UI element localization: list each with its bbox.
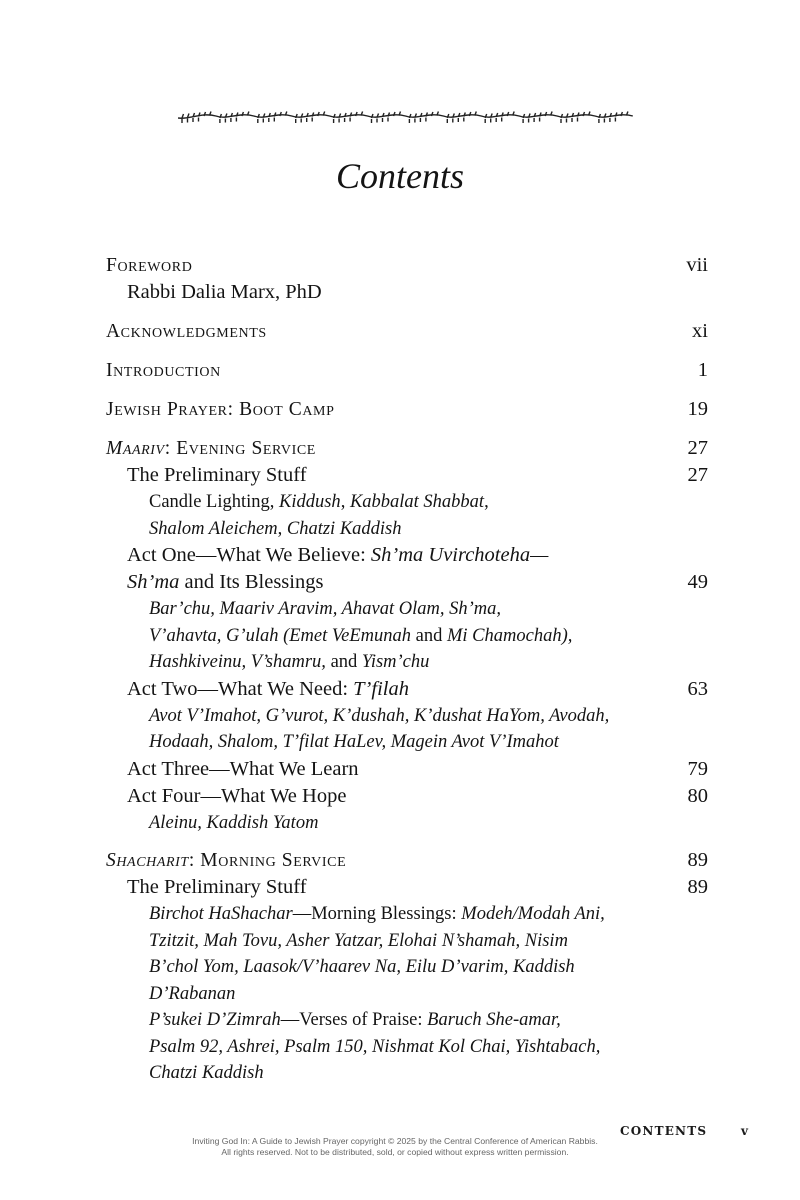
toc-page-number: 49	[687, 571, 708, 593]
toc-page-number: 27	[687, 464, 708, 486]
toc-entry-label: Jewish Prayer: Boot Camp	[106, 399, 335, 420]
toc-subentry: Hashkiveinu, V’shamru, and Yism’chu	[149, 652, 430, 672]
toc-entry-author	[106, 279, 708, 306]
toc-entry-foreword[interactable]	[106, 252, 708, 279]
toc-entry-boot-camp[interactable]	[106, 396, 708, 423]
toc-subentry: Bar’chu, Maariv Aravim, Ahavat Olam, Sh’ma,	[149, 599, 501, 619]
toc-subentry: P’sukei D’Zimrah—Verses of Praise: Baruch She-amar,	[149, 1010, 561, 1030]
toc-subentry: V’ahavta, G’ulah (Emet VeEmunah and Mi Chamochah),	[149, 625, 573, 646]
toc-subentry: Tzitzit, Mah Tovu, Asher Yatzar, Elohai N’shamah, Nisim	[149, 930, 568, 951]
toc-page-number: 19	[687, 398, 708, 420]
toc-entry-act-four[interactable]: Act Four—What We Hope 80	[106, 783, 708, 810]
toc-subentry: Aleinu, Kaddish Yatom	[149, 812, 319, 833]
toc-subentry: Shalom Aleichem, Chatzi Kaddish	[149, 518, 402, 539]
toc-entry-label: Foreword	[106, 255, 193, 276]
toc-entry-act-one-cont[interactable]: Sh’ma and Its Blessings 49	[106, 569, 708, 596]
toc-entry-acknowledgments[interactable]	[106, 318, 708, 345]
toc-entry-label: Maariv: Evening Service	[106, 438, 316, 459]
running-head: CONTENTS	[620, 1124, 708, 1138]
toc-page-number: 27	[687, 437, 708, 459]
table-of-contents	[106, 252, 708, 1087]
toc-entry-label: Introduction	[106, 360, 221, 381]
toc-entry-act-three[interactable]: Act Three—What We Learn 79	[106, 756, 708, 783]
toc-entry-label: Acknowledgments	[106, 321, 267, 342]
toc-author: Rabbi Dalia Marx, PhD	[127, 281, 322, 303]
toc-entry-label: The Preliminary Stuff	[127, 464, 307, 486]
toc-page-number: 80	[687, 784, 708, 807]
toc-page-number: xi	[692, 320, 708, 342]
toc-page-number: 89	[687, 849, 708, 871]
toc-subentry: Avot V’Imahot, G’vurot, K’dushah, K’dushat HaYom, Avodah,	[149, 705, 610, 726]
toc-entry-maariv[interactable]	[106, 435, 708, 462]
toc-entry-maariv-preliminary[interactable]	[106, 462, 708, 489]
toc-page-number: 79	[687, 757, 708, 780]
toc-page-number: 63	[687, 677, 708, 700]
toc-entry-act-one[interactable]: Act One—What We Believe: Sh’ma Uvirchoteha—	[127, 544, 549, 566]
copyright-line: Inviting God In: A Guide to Jewish Prayer copyright © 2025 by the Central Conference of American Rabbis.	[192, 1136, 598, 1146]
copyright-line: All rights reserved. Not to be distributed, sold, or copied without express written permission.	[221, 1147, 569, 1157]
toc-subentry: Candle Lighting, Kiddush, Kabbalat Shabbat,	[149, 492, 489, 512]
toc-subentry: Hodaah, Shalom, T’filat HaLev, Magein Avot V’Imahot	[149, 732, 559, 752]
toc-page-number: vii	[686, 254, 708, 276]
toc-subentry: Birchot HaShachar—Morning Blessings: Modeh/Modah Ani,	[149, 904, 605, 924]
toc-entry-shacharit-preliminary[interactable]: The Preliminary Stuff 89	[106, 874, 708, 901]
toc-subentry: D’Rabanan	[149, 983, 236, 1004]
toc-subentry: Psalm 92, Ashrei, Psalm 150, Nishmat Kol Chai, Yishtabach,	[149, 1036, 601, 1057]
toc-page-number: 1	[697, 359, 708, 381]
page-title: Contents	[335, 156, 464, 196]
toc-page-number: 89	[687, 876, 708, 898]
toc-entry-shacharit[interactable]	[106, 847, 708, 874]
toc-subentry: Chatzi Kaddish	[149, 1063, 264, 1083]
page-number: v	[741, 1124, 748, 1138]
toc-entry-label: Shacharit: Morning Service	[106, 850, 347, 871]
toc-entry-introduction[interactable]	[106, 357, 708, 384]
toc-entry-act-two[interactable]: Act Two—What We Need: T’filah 63	[106, 676, 708, 703]
copyright-notice	[160, 1136, 630, 1158]
vine-ornament-icon	[178, 104, 633, 128]
toc-subentry: B’chol Yom, Laasok/V’haarev Na, Eilu D’varim, Kaddish	[149, 957, 575, 977]
